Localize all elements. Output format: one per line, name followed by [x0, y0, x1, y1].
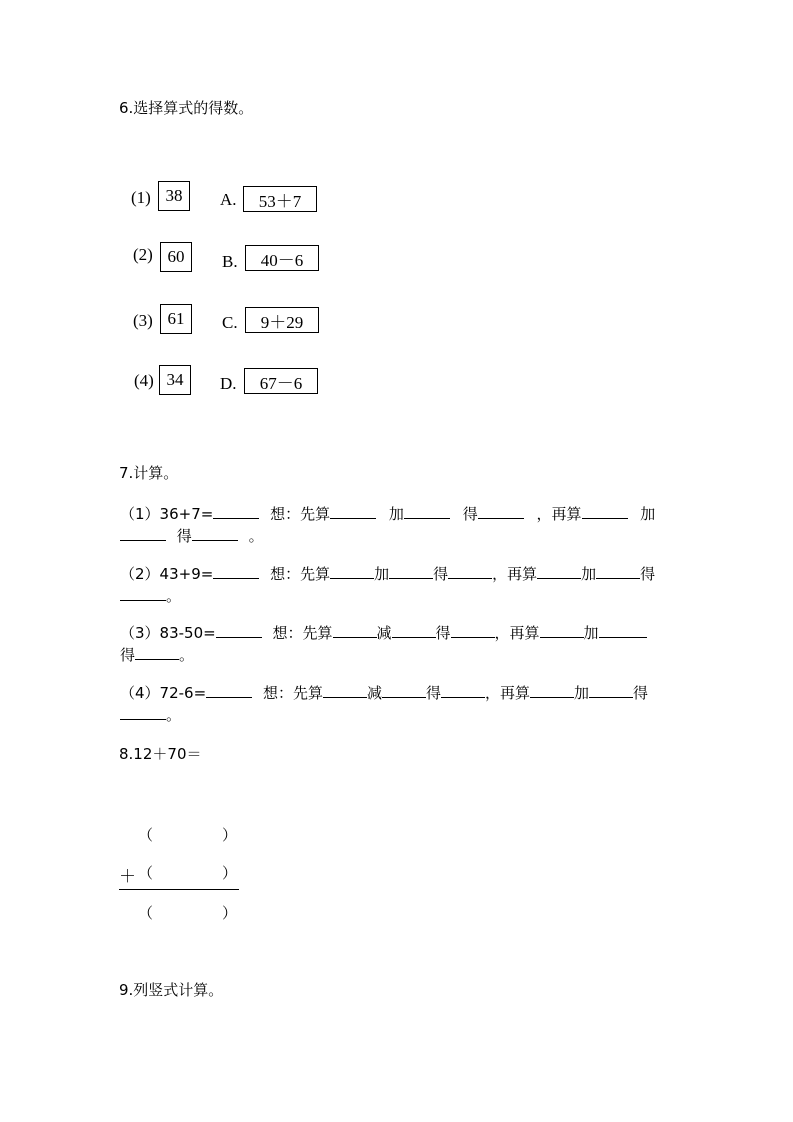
calc-text: ，再算: [484, 684, 530, 702]
calc-item-1-line-2: [120, 525, 264, 546]
calc-text: 得: [425, 684, 441, 702]
answer-blank[interactable]: [441, 683, 485, 698]
answer-blank[interactable]: [599, 623, 647, 638]
calc-text: ，再算: [536, 505, 582, 523]
calc-prompt: （2）43+9=: [120, 565, 214, 583]
number-value: 60: [167, 247, 185, 266]
question-6-title-text: 6.选择算式的得数。: [119, 99, 254, 117]
calc-text: 想：先算: [270, 565, 331, 583]
open-paren: （: [138, 904, 154, 922]
calc-text: 加: [581, 565, 597, 583]
calc-text: ，再算: [492, 565, 538, 583]
answer-blank[interactable]: [589, 683, 633, 698]
calc-text: 减: [376, 624, 392, 642]
answer-blank[interactable]: [582, 504, 628, 519]
answer-blank[interactable]: [392, 623, 436, 638]
answer-blank[interactable]: [135, 645, 179, 660]
calc-prompt: （3）83-50=: [120, 624, 216, 642]
answer-blank[interactable]: [192, 526, 238, 541]
calc-text: 。: [166, 706, 182, 724]
answer-blank[interactable]: [596, 564, 640, 579]
question-9-title: [119, 979, 223, 1000]
option-letter: D.: [220, 374, 237, 393]
calc-item-4-line-2: [120, 704, 181, 725]
expression-box: [245, 245, 319, 271]
answer-blank[interactable]: [540, 623, 584, 638]
answer-slot[interactable]: [160, 902, 220, 920]
calc-text: 想：先算: [270, 505, 331, 523]
answer-blank[interactable]: [448, 564, 492, 579]
answer-blank[interactable]: [451, 623, 495, 638]
answer-blank[interactable]: [213, 504, 259, 519]
calc-text: 想：先算: [272, 624, 333, 642]
calc-item-1-line-1: [120, 503, 655, 524]
expression-box: [243, 186, 317, 212]
calc-text: 得: [640, 565, 656, 583]
calc-text: 。: [248, 527, 264, 545]
number-box: [158, 181, 190, 211]
question-7-title: [119, 462, 178, 483]
answer-blank[interactable]: [330, 504, 376, 519]
answer-blank[interactable]: [478, 504, 524, 519]
row-label: (4): [134, 371, 154, 390]
calc-item-3-line-2: [120, 644, 194, 665]
option-letter: B.: [222, 252, 238, 271]
answer-blank[interactable]: [120, 586, 166, 601]
calc-text: 得: [462, 505, 478, 523]
row-label: (3): [133, 311, 153, 330]
number-box: [160, 242, 192, 272]
answer-slot[interactable]: [160, 862, 220, 880]
question-8-title: [119, 743, 202, 764]
open-paren: （: [138, 864, 154, 882]
calc-text: 加: [574, 684, 590, 702]
number-value: 34: [166, 370, 184, 389]
calc-text: 想：先算: [262, 684, 323, 702]
calc-text: 得: [120, 646, 136, 664]
answer-blank[interactable]: [537, 564, 581, 579]
calc-text: 得: [176, 527, 192, 545]
calc-text: 得: [435, 624, 451, 642]
answer-blank[interactable]: [530, 683, 574, 698]
row-label: (2): [133, 245, 153, 264]
calc-text: 得: [633, 684, 649, 702]
calc-prompt: （1）36+7=: [120, 505, 214, 523]
calc-text: 减: [366, 684, 382, 702]
answer-slot[interactable]: [160, 824, 220, 842]
answer-blank[interactable]: [382, 683, 426, 698]
expression-box: [244, 368, 318, 394]
option-letter: C.: [222, 313, 238, 332]
number-value: 38: [165, 186, 183, 205]
open-paren: （: [138, 826, 154, 844]
calc-text: 加: [583, 624, 599, 642]
question-6-title: [119, 97, 253, 118]
calc-item-4-line-1: [120, 682, 648, 703]
answer-blank[interactable]: [404, 504, 450, 519]
calc-item-2-line-1: [120, 563, 655, 584]
question-7-title-text: 7.计算。: [119, 464, 179, 482]
calc-text: 得: [433, 565, 449, 583]
expression-value: 53＋7: [258, 191, 302, 211]
answer-blank[interactable]: [206, 683, 252, 698]
calc-text: 。: [179, 646, 195, 664]
answer-blank[interactable]: [389, 564, 433, 579]
expression-value: 67－6: [259, 373, 303, 393]
answer-blank[interactable]: [213, 564, 259, 579]
expression-value: 40－6: [260, 250, 304, 270]
calc-item-2-line-2: [120, 585, 181, 606]
calc-text: 加: [374, 565, 390, 583]
calc-text: 加: [388, 505, 404, 523]
option-letter: A.: [220, 190, 237, 209]
calc-prompt: （4）72-6=: [120, 684, 207, 702]
answer-blank[interactable]: [333, 623, 377, 638]
question-8-title-text: 8.12＋70＝: [119, 745, 202, 763]
calc-text: 加: [640, 505, 656, 523]
close-paren: ）: [222, 826, 238, 844]
answer-blank[interactable]: [323, 683, 367, 698]
row-label: (1): [131, 188, 151, 207]
calc-text: ，再算: [494, 624, 540, 642]
calc-text: 。: [166, 587, 182, 605]
question-9-title-text: 9.列竖式计算。: [119, 981, 224, 999]
answer-blank[interactable]: [216, 623, 262, 638]
answer-blank[interactable]: [120, 705, 166, 720]
number-box: [159, 365, 191, 395]
number-value: 61: [167, 309, 185, 328]
answer-blank[interactable]: [330, 564, 374, 579]
expression-box: [245, 307, 319, 333]
expression-value: 9＋29: [260, 312, 304, 332]
answer-blank[interactable]: [120, 526, 166, 541]
close-paren: ）: [222, 904, 238, 922]
number-box: [160, 304, 192, 334]
plus-sign: ＋: [119, 867, 136, 887]
close-paren: ）: [222, 864, 238, 882]
sum-line: [119, 889, 239, 890]
calc-item-3-line-1: [120, 622, 647, 643]
